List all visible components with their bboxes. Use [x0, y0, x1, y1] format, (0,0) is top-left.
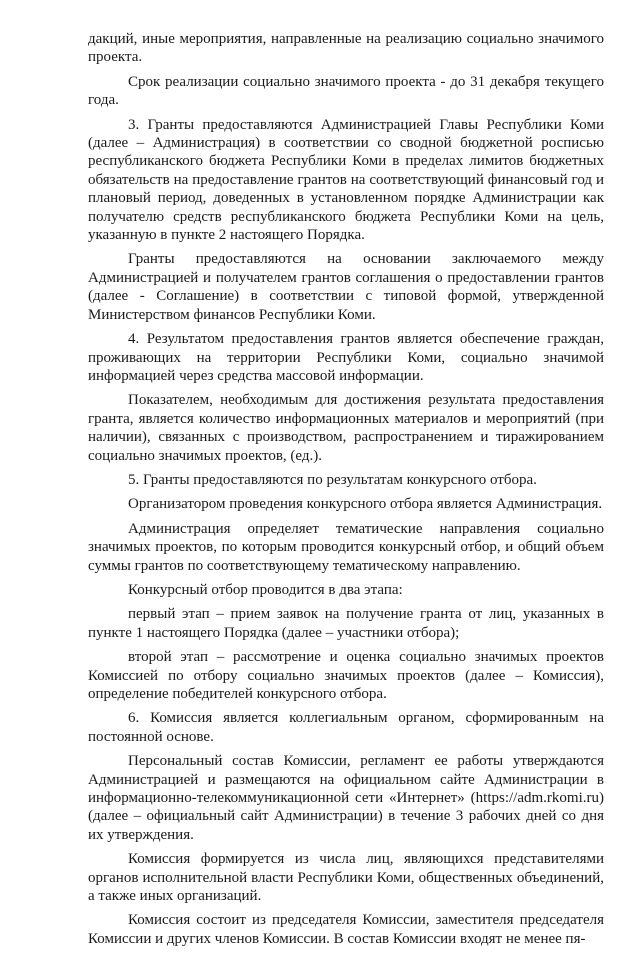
paragraph-15: Комиссия формируется из числа лиц, являющихся представителями органов исполнительной власти Республики Коми, общественных объединений, а также иных организаций. — [88, 851, 604, 905]
paragraph-16: Комиссия состоит из председателя Комиссии, заместителя председателя Комиссии и других членов Комиссии. В состав Комиссии входят не менее пя- — [88, 912, 604, 947]
paragraph-10: Конкурсный отбор проводится в два этапа: — [128, 581, 403, 598]
paragraph-3: 3. Гранты предоставляются Администрацией Главы Республики Коми (далее – Администрация) в соответствии со сводной бюджетной росписью республиканского бюджета Республики Коми в пределах лимитов бюджетных обязательств на предоставление грантов на соответствующий финансовый год и плановый период, доведенных в установленном порядке Администрации как получателю средств республиканского бюджета Республики Коми на цель, указанную в пункте 2 настоящего Порядка. — [88, 116, 604, 244]
paragraph-1: дакций, иные мероприятия, направленные на реализацию социально значимого проекта. — [88, 31, 604, 66]
paragraph-11: первый этап – прием заявок на получение гранта от лиц, указанных в пункте 1 настоящего Порядка (далее – участники отбора); — [88, 606, 604, 641]
paragraph-14: Персональный состав Комиссии, регламент ее работы утверждаются Администрацией и размещаются на официальном сайте Администрации в информационно-телекоммуникационной сети «Интернет» (https://adm.rkomi.ru) (далее – официальный сайт Администрации) в течение 3 рабочих дней со дня их утверждения. — [88, 753, 604, 843]
paragraph-13: 6. Комиссия является коллегиальным органом, сформированным на постоянной основе. — [88, 710, 604, 745]
paragraph-9: Администрация определяет тематические направления социально значимых проектов, по которым проводится конкурсный отбор, и общий объем суммы грантов по соответствующему тематическому направлению. — [88, 520, 604, 574]
document-page — [88, 30, 604, 954]
paragraph-12: второй этап – рассмотрение и оценка социально значимых проектов Комиссией по отбору социально значимых проектов (далее – Комиссия), определение победителей конкурсного отбора. — [88, 649, 604, 702]
paragraph-4: Гранты предоставляются на основании заключаемого между Администрацией и получателем грантов соглашения о предоставлении грантов (далее - Соглашение) в соответствии с типовой формой, утвержденной Министерством финансов Республики Коми. — [88, 251, 604, 323]
paragraph-7: 5. Гранты предоставляются по результатам конкурсного отбора. — [128, 471, 537, 488]
paragraph-6: Показателем, необходимым для достижения результата предоставления гранта, является количество информационных материалов и мероприятий (при наличии), связанных с производством, распространением и тиражированием социально значимых проектов, (ед.). — [88, 392, 604, 464]
paragraph-8: Организатором проведения конкурсного отбора является Администрация. — [128, 496, 603, 513]
paragraph-2: Срок реализации социально значимого проекта - до 31 декабря текущего года. — [88, 73, 604, 109]
paragraph-5: 4. Результатом предоставления грантов является обеспечение граждан, проживающих на территории Республики Коми, социально значимой информацией через средства массовой информации. — [88, 331, 604, 384]
